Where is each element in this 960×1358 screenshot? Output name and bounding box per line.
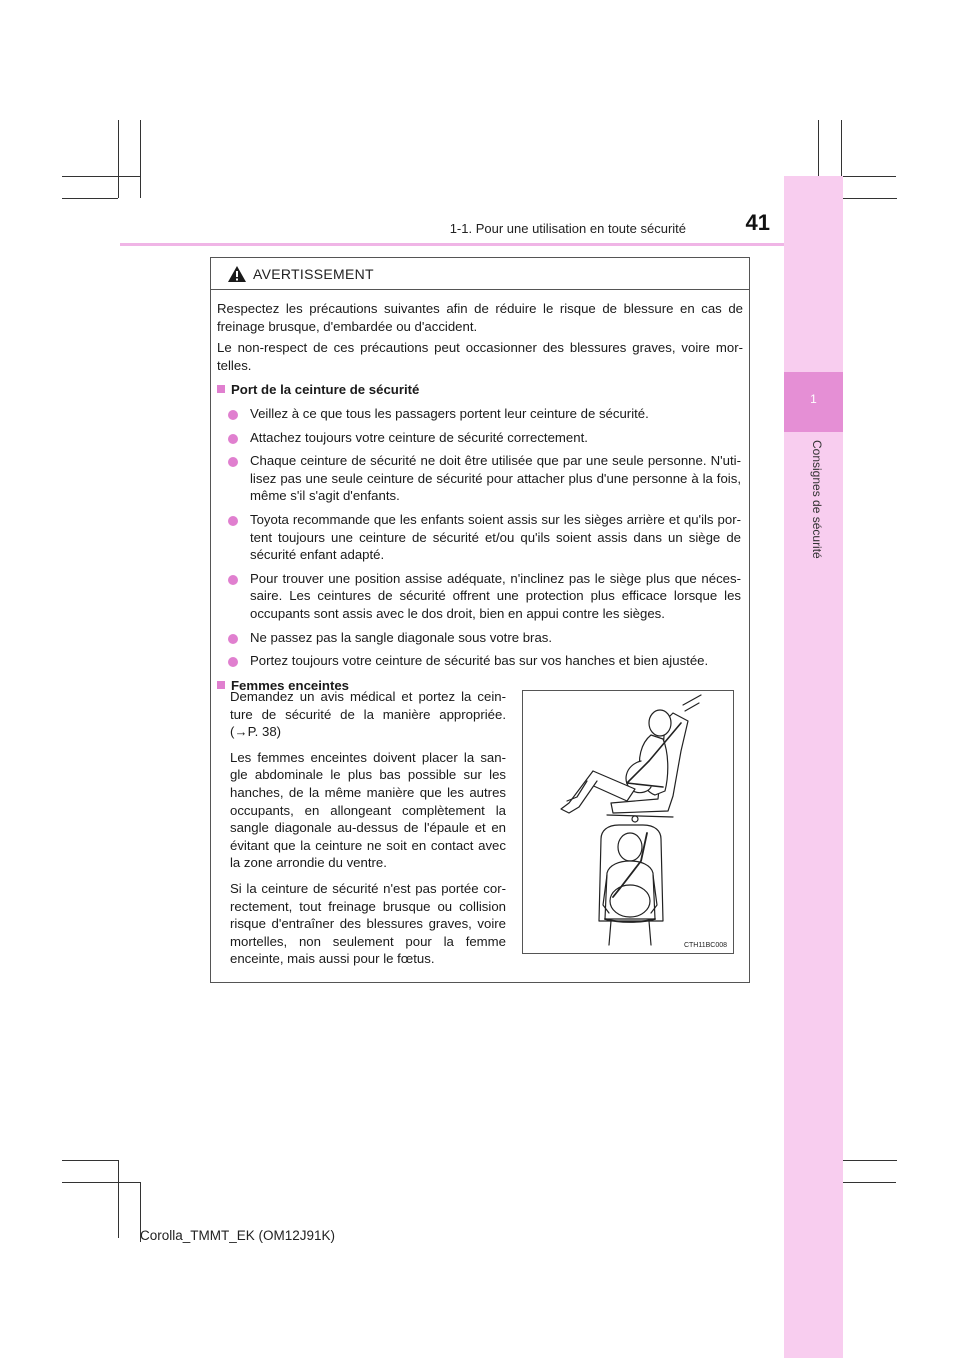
- list-item-text: Toyota recommande que les enfants soient assis sur les sièges arrière et qu'ils por-tent toujours une ceinture de sécurité et/ou qu'ils soient assis dans un siège de sécurité enfant adapté.: [250, 511, 741, 563]
- list-item-text: Ne passez pas la sangle diagonale sous votre bras.: [250, 629, 553, 645]
- list-item-text: Pour trouver une position assise adéquate, n'inclinez pas le siège plus que néces-saire. Les ceintures de sécurité offrent une protection plus efficace lorsque les occupants sont assis avec le dos droit, bien en appui contre les sièges.: [250, 570, 741, 621]
- pregnant-seatbelt-illustration: [522, 690, 734, 954]
- seatbelt-heading-text: Port de la ceinture de sécurité: [231, 382, 420, 398]
- crop-mark: [62, 176, 140, 177]
- list-item-text: Chaque ceinture de sécurité ne doit être utilisée que par une seule personne. N'uti-lisez pas une seule ceinture de sécurité pour attacher plus d'une personne à la fois, même s'il s'agit d'enfants.: [250, 453, 741, 504]
- warning-header: [211, 258, 749, 290]
- bullet-dot-icon: [228, 516, 238, 526]
- bullet-dot-icon: [228, 657, 238, 667]
- list-item: [217, 629, 743, 647]
- bullet-dot-icon: [228, 634, 238, 644]
- warning-intro: Le non-respect de ces précautions peut occasionner des blessures graves, voire mor-telles.: [217, 340, 743, 373]
- seatbelt-illustration-drawing: [523, 691, 733, 953]
- crop-mark: [62, 198, 118, 199]
- list-item: [217, 405, 743, 423]
- bullet-dot-icon: [228, 434, 238, 444]
- bullet-dot-icon: [228, 457, 238, 467]
- square-bullet-icon: [217, 681, 225, 689]
- crop-mark: [118, 120, 119, 198]
- chapter-side-tab: [784, 176, 843, 1358]
- page-number: 41: [745, 210, 770, 235]
- section-title: 1-1. Pour une utilisation en toute sécurité: [449, 221, 686, 236]
- crop-mark: [841, 1160, 897, 1161]
- list-item: [217, 511, 743, 564]
- header-rule: [120, 243, 784, 246]
- bullet-dot-icon: [228, 575, 238, 585]
- list-item: [217, 452, 743, 505]
- chapter-number: 1: [810, 392, 817, 406]
- list-item-text: Attachez toujours votre ceinture de sécurité correctement.: [250, 429, 588, 445]
- crop-mark: [118, 1160, 119, 1238]
- list-item: [217, 429, 743, 447]
- crop-mark: [62, 1160, 118, 1161]
- seatbelt-heading: [217, 381, 743, 399]
- warning-content: [211, 290, 749, 694]
- crop-mark: [62, 1182, 140, 1183]
- pregnant-paragraph: Demandez un avis médical et portez la cein-ture de sécurité de la manière appropriée. (→P. 38): [230, 689, 506, 740]
- footer-model: Corolla_TMMT_EK (OM12J91K): [140, 1228, 336, 1243]
- pregnant-paragraph: Si la ceinture de sécurité n'est pas portée cor-rectement, tout freinage brusque ou collision risque d'entraîner des blessures graves, voire mortelles, non seulement pour la femme enceinte, mais aussi pour le fœtus.: [230, 880, 506, 967]
- list-item: [217, 570, 743, 623]
- chapter-title: Consignes de sécurité: [810, 440, 824, 559]
- pregnant-section-text: [230, 688, 506, 976]
- warning-icon: [227, 265, 247, 283]
- square-bullet-icon: [217, 385, 225, 393]
- figure-code: CTH11BC008: [683, 942, 727, 949]
- warning-intro: Respectez les précautions suivantes afin de réduire le risque de blessure en cas de freinage brusque, d'embardée ou d'accident.: [217, 301, 743, 334]
- pregnant-paragraph: Les femmes enceintes doivent placer la san-gle abdominale le plus bas possible sur les hanches, de la même manière que les autres occupants, en allongeant complètement la sangle diagonale au-dessus de l'épaule et en évitant que la ceinture ne soit en contact avec la zone arrondie du ventre.: [230, 749, 506, 871]
- list-item-text: Veillez à ce que tous les passagers portent leur ceinture de sécurité.: [250, 405, 649, 421]
- crop-mark: [140, 120, 141, 198]
- list-item-text: Portez toujours votre ceinture de sécurité bas sur vos hanches et bien ajustée.: [250, 653, 709, 669]
- warning-title: AVERTISSEMENT: [253, 265, 374, 282]
- bullet-dot-icon: [228, 410, 238, 420]
- list-item: [217, 652, 743, 670]
- crop-mark: [841, 198, 897, 199]
- pregnant-heading-text: Femmes enceintes: [231, 677, 350, 693]
